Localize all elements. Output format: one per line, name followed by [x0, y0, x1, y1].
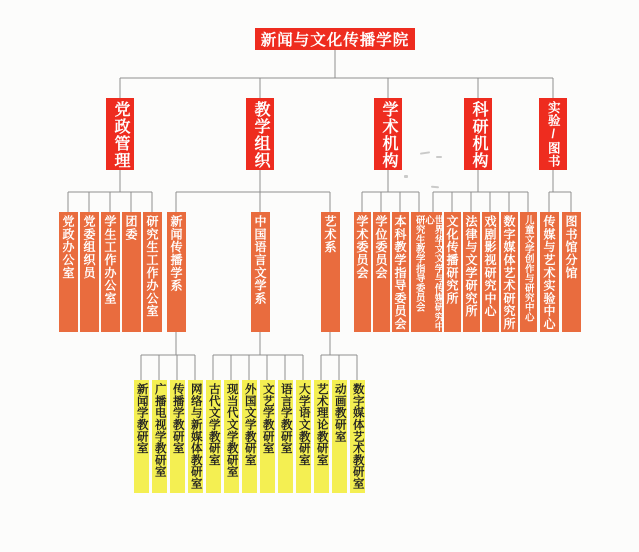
level2-box-4 [539, 98, 567, 170]
level3-box-3-3 [482, 212, 499, 332]
level4-box-2-0 [314, 380, 329, 493]
level4-box-0-3 [188, 380, 203, 493]
level3-box-3-3-label: 戏剧影视研究中心 [483, 215, 497, 318]
level4-box-0-0-label: 新闻学教研室 [135, 383, 148, 454]
level4-box-0-1 [152, 380, 167, 493]
level4-box-1-4 [278, 380, 293, 493]
level4-box-1-1-label: 现当代文学教研室 [225, 383, 238, 478]
level3-box-0-4 [143, 212, 162, 332]
level3-box-0-4-label: 研究生工作办公室 [145, 215, 159, 318]
level4-box-1-2-label: 外国文学教研室 [243, 383, 256, 466]
level3-box-3-0 [425, 212, 442, 332]
level4-box-1-0 [206, 380, 221, 493]
level4-box-2-0-label: 艺术理论教研室 [315, 383, 328, 466]
level4-box-2-1 [332, 380, 347, 493]
level3-box-0-1 [80, 212, 99, 332]
level3-box-4-1-label: 图书馆分馆 [564, 215, 578, 279]
level3-box-0-0 [59, 212, 78, 332]
level2-box-0 [106, 98, 134, 170]
level4-box-2-2 [350, 380, 365, 493]
level3-box-1-1-label: 中国语言文学系 [253, 215, 267, 305]
level3-box-2-2 [392, 212, 409, 332]
level3-box-2-1-label: 学位委员会 [374, 215, 388, 279]
level4-box-1-4-label: 语言学教研室 [279, 383, 292, 454]
level3-box-0-3 [122, 212, 141, 332]
level4-box-1-0-label: 古代文学教研室 [207, 383, 220, 466]
level4-box-2-1-label: 动画教研室 [333, 383, 346, 442]
level3-box-1-2 [321, 212, 340, 332]
level2-box-2-label: 学术机构 [380, 101, 397, 169]
level2-box-0-label: 党政管理 [112, 101, 129, 169]
level4-box-1-1 [224, 380, 239, 493]
level3-box-2-2-label: 本科教学指导委员会 [393, 215, 407, 331]
level2-box-2 [374, 98, 402, 170]
level3-box-1-0 [167, 212, 186, 332]
level3-box-2-0 [354, 212, 371, 332]
level4-box-1-3-label: 文艺学教研室 [261, 383, 274, 454]
level3-box-1-1 [251, 212, 270, 332]
level3-box-3-2 [463, 212, 480, 332]
level3-box-3-5-label: 儿童文学创作与研究中心 [522, 215, 534, 322]
level3-box-2-3-label: 研究生教学指导委员会 [413, 215, 425, 312]
level3-box-0-2 [101, 212, 120, 332]
level2-box-1-label: 教学组织 [252, 101, 269, 169]
level3-box-1-0-label: 新闻传播学系 [169, 215, 183, 292]
level3-box-4-0-label: 传媒与艺术实验中心 [542, 215, 556, 331]
level3-box-0-0-label: 党政办公室 [61, 215, 75, 279]
level4-box-0-0 [134, 380, 149, 493]
level2-box-3-label: 科研机构 [470, 101, 487, 169]
level3-box-1-2-label: 艺术系 [323, 215, 337, 254]
level4-box-0-1-label: 广播电视学教研室 [153, 383, 166, 478]
level3-box-3-2-label: 法律与文学研究所 [464, 215, 478, 318]
level4-box-2-2-label: 数字媒体艺术教研室 [351, 383, 364, 490]
level3-box-4-0 [540, 212, 559, 332]
level2-box-1 [246, 98, 274, 170]
level4-box-1-5 [296, 380, 311, 493]
level3-box-3-4-label: 数字媒体艺术研究所 [502, 215, 516, 331]
level3-box-4-1 [562, 212, 581, 332]
scan-artifact [436, 156, 442, 158]
root-box [255, 28, 415, 50]
level4-box-1-5-label: 大学语文教研室 [297, 383, 310, 466]
level2-box-4-label: 实验/图书 [546, 101, 561, 168]
level3-box-3-1 [444, 212, 461, 332]
level3-box-0-3-label: 团委 [124, 215, 138, 241]
level4-box-1-2 [242, 380, 257, 493]
root-label: 新闻与文化传播学院 [260, 32, 410, 49]
level3-box-3-1-label: 文化传播研究所 [445, 215, 459, 305]
level3-box-2-0-label: 学术委员会 [355, 215, 369, 279]
level3-box-3-0-label: 世界华文文学与传媒研究中心 [423, 215, 444, 332]
level4-box-0-2-label: 传播学教研室 [171, 383, 184, 454]
level3-box-0-2-label: 学生工作办公室 [103, 215, 117, 305]
scan-artifact [404, 175, 408, 178]
level3-box-3-4 [501, 212, 518, 332]
level3-box-3-5 [520, 212, 537, 332]
level4-box-0-3-label: 网络与新媒体教研室 [189, 383, 202, 490]
level4-box-1-3 [260, 380, 275, 493]
level3-box-2-1 [373, 212, 390, 332]
level3-box-0-1-label: 党委组织员 [82, 215, 96, 279]
level2-box-3 [464, 98, 492, 170]
level4-box-0-2 [170, 380, 185, 493]
